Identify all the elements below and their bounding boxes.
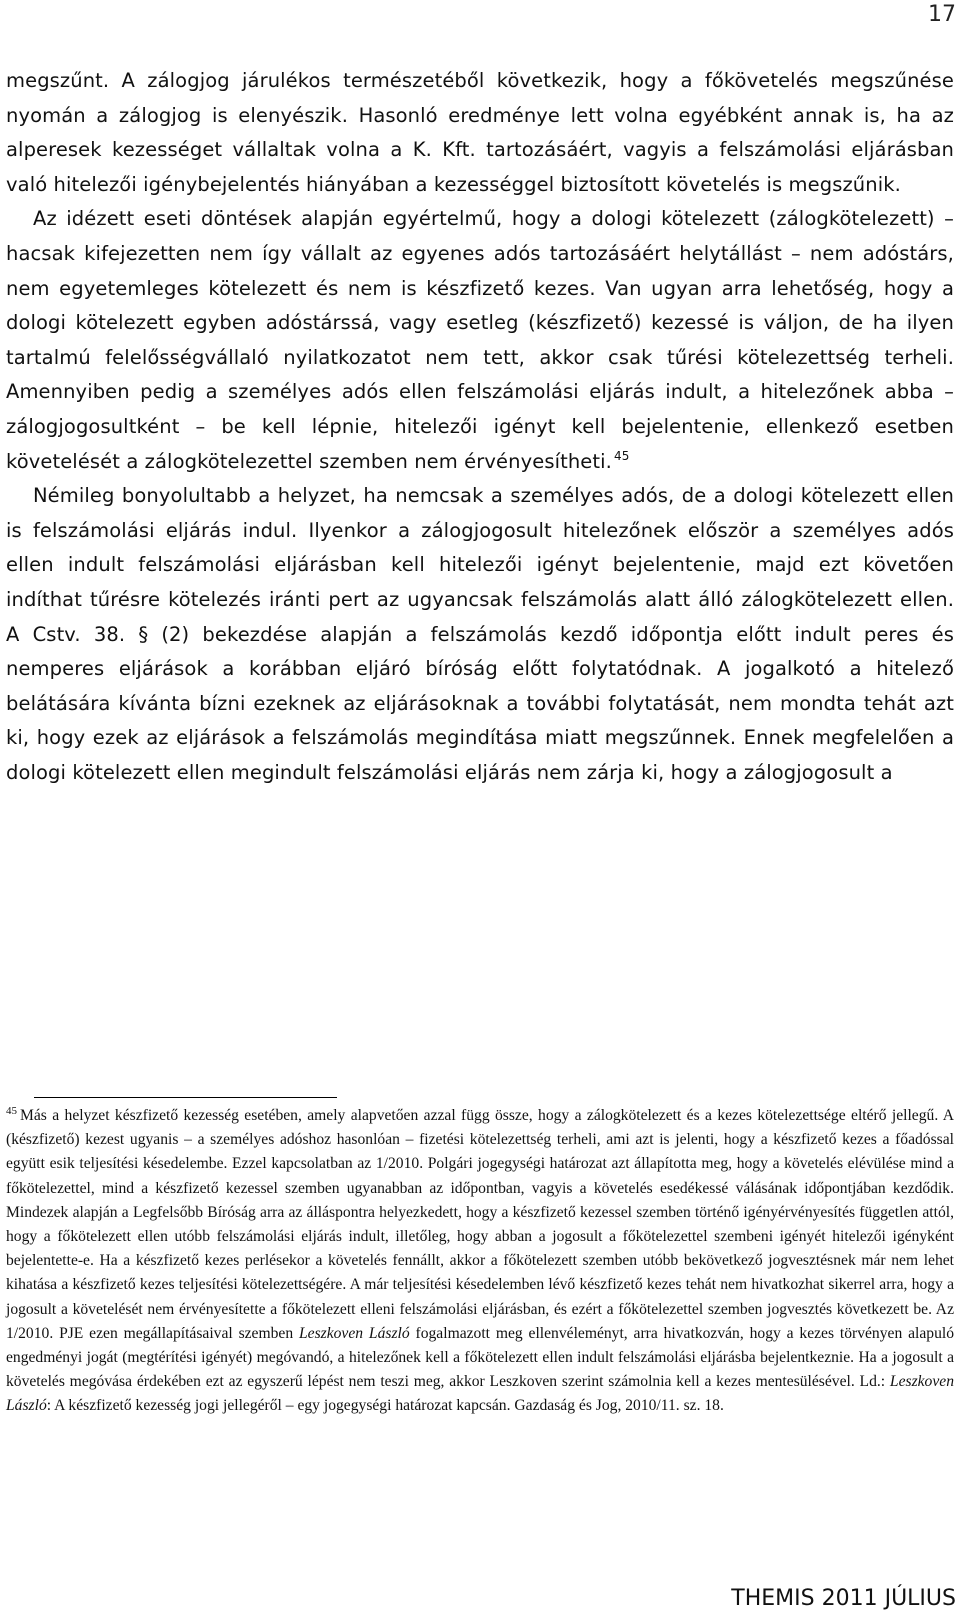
footnote-segment: fogalmazott meg ellenvéleményt, arra hivatkozván, hogy a kezes törvényen alapuló engedményi jogát (megtérítési igényét) megóvandó, a hitelezőnek kell a főkötelezett ellen indult felszámolási eljárásba bejelentkeznie. Ha a jogosult a követelés megóvása érdekében ezt az egyszerű lépést nem teszi meg, akkor Leszkoven szerint számolnia kell a kezes mentesülésével. Ld.: — [6, 1324, 954, 1391]
footer-journal-issue: THEMIS 2011 JÚLIUS — [731, 1586, 956, 1611]
footnote-segment: : A készfizető kezesség jogi jellegéről – egy jogegységi határozat kapcsán. Gazdaság és Jog, 2010/11. sz. 18. — [46, 1397, 724, 1415]
footnote — [6, 1104, 954, 1419]
paragraph: megszűnt. A zálogjog járulékos természetéből következik, hogy a főkövetelés megszűnése nyomán a zálogjog is elenyészik. Hasonló eredménye lett volna egyébként annak is, ha az alperesek kezességet vállaltak volna a K. Kft. tartozásáért, vagyis a felszámolási eljárásban való hitelezői igénybejelentés hiányában a kezességgel biztosított követelés is megszűnik. — [6, 69, 954, 196]
paragraph-with-footnote — [6, 202, 954, 479]
footnote-text — [6, 1104, 954, 1419]
footnote-number: 45 — [6, 1104, 17, 1117]
paragraph-text: Az idézett eseti döntések alapján egyértelmű, hogy a dologi kötelezett (zálogkötelezett) – hacsak kifejezetten nem így vállalt az egyenes adós tartozásáért helytállást – nem adóstárs, nem egyetemleges kötelezett és nem is készfizető kezes. Van ugyan arra lehetőség, hogy a dologi kötelezett egyben adóstárssá, vagy esetleg (készfizető) kezessé is váljon, de ha ilyen tartalmú felelősségvállaló nyilatkozatot nem tett, akkor csak tűrési kötelezettség terheli. Amennyiben pedig a személyes adós ellen felszámolási eljárás indult, a hitelezőnek abba – zálogjogosultként – be kell lépnie, hitelezői igényt kell bejelentenie, ellenkező esetben követelését a zálogkötelezettel szemben nem érvényesítheti. — [6, 207, 954, 473]
footnote-reference[interactable]: 45 — [613, 449, 630, 464]
paragraph: Némileg bonyolultabb a helyzet, ha nemcsak a személyes adós, de a dologi kötelezett ellen is felszámolási eljárás indul. Ilyenkor a zálogjogosult hitelezőnek először a személyes adós ellen indult felszámolási eljárásban kell hitelezői igényt bejelentenie, majd ezt követően indíthat tűrésre kötelezés iránti pert az ugyancsak felszámolás alatt álló zálogkötelezett ellen. A Cstv. 38. § (2) bekezdése alapján a felszámolás kezdő időpontja előtt indult peres és nemperes eljárások a korábban eljáró bíróság előtt folytatódnak. A jogalkotó a hitelező belátására kívánta bízni ezeknek az eljárásoknak a további folytatását, nem mondta tehát azt ki, hogy ezek az eljárások a felszámolás megindítása miatt megszűnnek. Ennek megfelelően a dologi kötelezett ellen megindult felszámolási eljárás nem zárja ki, hogy a zálogjogosult a — [6, 484, 954, 784]
page-number: 17 — [928, 2, 956, 27]
footnote-segment: Más a helyzet készfizető kezesség esetében, amely alapvetően azzal függ össze, hogy a zálogkötelezett és a kezes kötelezettsége eltérő jellegű. A (készfizető) kezest ugyanis – a személyes adóshoz hasonlóan – fizetési kötelezettség terheli, ami azt is jelenti, hogy a készfizető kezes a főadóssal együtt esik teljesítési késedelembe. Ezzel kapcsolatban az 1/2010. Polgári jogegységi határozat azt állapította meg, hogy a követelés elévülése mind a főkötelezettel, mind a készfizető kezessel szemben ugyanabban az időpontban, vagyis a követelés esedékessé válásának időpontjában kezdődik. Mindezek alapján a Legfelsőbb Bíróság arra az álláspontra helyezkedett, hogy a készfizető kezessel szemben történő igényérvényesítés független attól, hogy a főkötelezett ellen utóbb felszámolási eljárás indult, illetőleg, hogy abban a jogosult a főkötelezettel szembeni igényét hitelezői igényként bejelentette-e. Ha a készfizető kezes perlésekor a követelés fennállt, akkor a főkötelezett szemben utóbb bekövetkező jogvesztésnek már nem lehet kihatása a készfizető kezes teljesítési kötelezettségére. A már teljesítési késedelemben lévő készfizető kezes tehát nem hivatkozhat sikerrel arra, hogy a jogosult a követelését nem érvényesítette a főkötelezett elleni felszámolási eljárásban, és ezért a főkötelezettel szemben jogvesztés következett be. Az 1/2010. PJE ezen megállapításaival szemben — [6, 1107, 954, 1342]
author-name: Leszkoven László — [6, 1373, 954, 1415]
body-text — [6, 64, 954, 790]
footnote-separator — [34, 1097, 337, 1098]
author-name: Leszkoven László — [298, 1324, 410, 1342]
